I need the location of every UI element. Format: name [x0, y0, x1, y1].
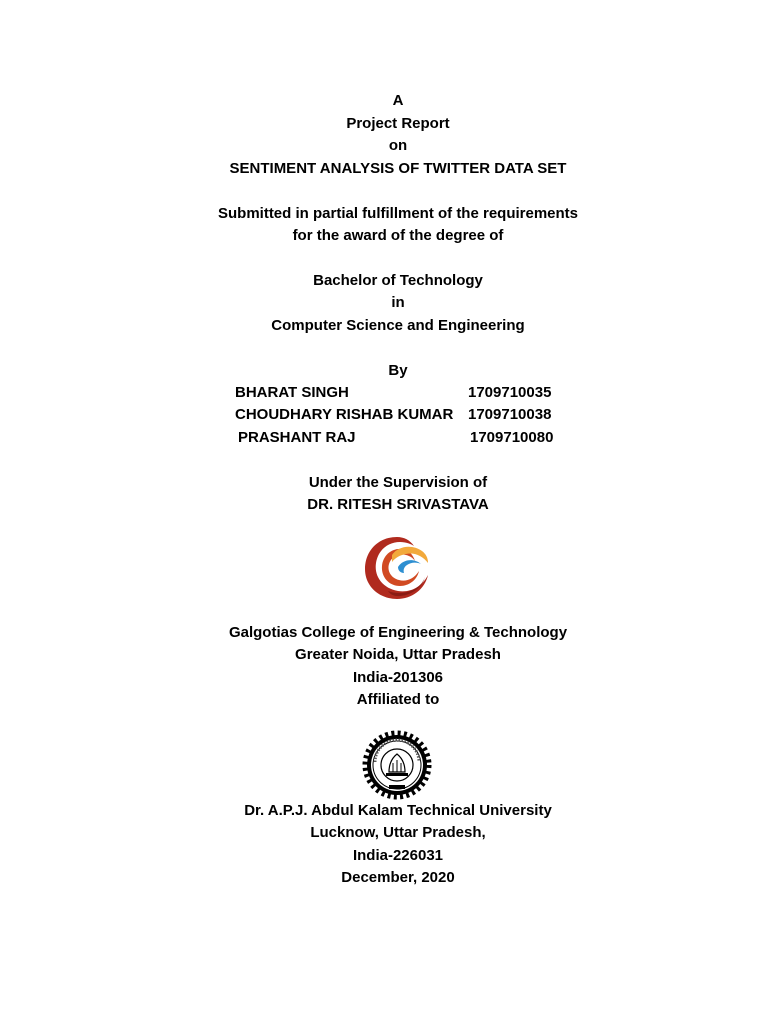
author-name: PRASHANT RAJ	[238, 429, 356, 446]
author-name: BHARAT SINGH	[235, 384, 349, 401]
report-date: December, 2020	[341, 869, 455, 886]
college-pin: India-201306	[352, 669, 444, 686]
on-line: on	[388, 137, 408, 154]
by-line: By	[388, 362, 408, 379]
university-city: Lucknow, Uttar Pradesh,	[310, 824, 486, 841]
author-roll: 1709710038	[468, 406, 552, 423]
university-pin: India-226031	[352, 847, 444, 864]
affiliated-label: Affiliated to	[356, 691, 440, 708]
degree-branch: Computer Science and Engineering	[271, 317, 525, 334]
author-name: CHOUDHARY RISHAB KUMAR	[235, 406, 454, 423]
submission-line-1: Submitted in partial fulfillment of the requirements	[217, 205, 579, 222]
university-name: Dr. A.P.J. Abdul Kalam Technical University	[244, 802, 552, 819]
author-roll: 1709710080	[470, 429, 554, 446]
college-city: Greater Noida, Uttar Pradesh	[295, 646, 501, 663]
supervision-label: Under the Supervision of	[308, 474, 488, 491]
project-report-line: Project Report	[346, 115, 450, 132]
submission-line-2: for the award of the degree of	[292, 227, 504, 244]
article-line: A	[392, 92, 404, 109]
degree-in: in	[391, 294, 405, 311]
author-roll: 1709710035	[468, 384, 552, 401]
galgotias-logo-icon	[362, 533, 432, 603]
aktu-seal-icon	[362, 730, 432, 800]
college-name: Galgotias College of Engineering & Technology	[228, 624, 568, 641]
report-title: SENTIMENT ANALYSIS OF TWITTER DATA SET	[229, 160, 567, 177]
supervisor-name: DR. RITESH SRIVASTAVA	[307, 496, 489, 513]
degree-name: Bachelor of Technology	[313, 272, 483, 289]
